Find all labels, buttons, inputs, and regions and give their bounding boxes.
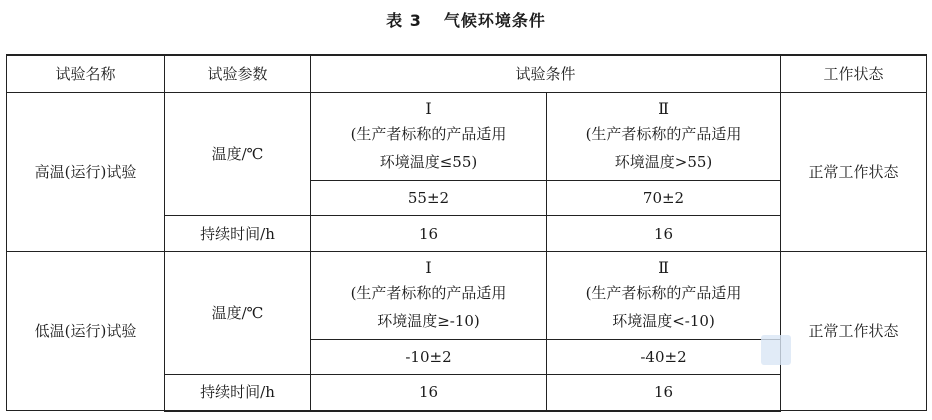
working-state: 正常工作状态 <box>781 93 927 252</box>
temperature-value: -10±2 <box>311 340 547 375</box>
test-name-high-temp: 高温(运行)试验 <box>7 93 165 252</box>
condition-level-2 <box>547 252 781 340</box>
param-temperature: 温度/℃ <box>165 93 311 216</box>
duration-value: 16 <box>547 216 781 252</box>
param-temperature: 温度/℃ <box>165 252 311 375</box>
condition-text: 环境温度≥-10) <box>377 311 480 330</box>
condition-text: (生产者标称的产品适用 <box>585 124 742 143</box>
table-title: 气候环境条件 <box>443 11 546 30</box>
table-number: 表 3 <box>386 11 422 30</box>
condition-level-1 <box>311 252 547 340</box>
header-test-condition: 试验条件 <box>311 55 781 93</box>
table-caption <box>0 8 932 31</box>
working-state: 正常工作状态 <box>781 252 927 411</box>
roman-numeral-2: Ⅱ <box>658 98 669 118</box>
header-working-state: 工作状态 <box>781 55 927 93</box>
param-duration: 持续时间/h <box>165 216 311 252</box>
duration-value: 16 <box>311 375 547 411</box>
condition-text: (生产者标称的产品适用 <box>350 283 507 302</box>
roman-numeral-2: Ⅱ <box>658 257 669 277</box>
condition-text: 环境温度<-10) <box>612 311 715 330</box>
header-test-parameter: 试验参数 <box>165 55 311 93</box>
condition-text: 环境温度>55) <box>614 152 713 171</box>
param-duration: 持续时间/h <box>165 375 311 411</box>
temperature-value: 70±2 <box>547 181 781 216</box>
duration-value: 16 <box>547 375 781 411</box>
condition-text: (生产者标称的产品适用 <box>350 124 507 143</box>
watermark-logo <box>761 335 791 365</box>
condition-level-1 <box>311 93 547 181</box>
condition-text: (生产者标称的产品适用 <box>585 283 742 302</box>
roman-numeral-1: Ⅰ <box>425 257 432 277</box>
condition-level-2 <box>547 93 781 181</box>
temperature-value: 55±2 <box>311 181 547 216</box>
condition-text: 环境温度≤55) <box>379 152 478 171</box>
test-name-low-temp: 低温(运行)试验 <box>7 252 165 411</box>
duration-value: 16 <box>311 216 547 252</box>
roman-numeral-1: Ⅰ <box>425 98 432 118</box>
temperature-value: -40±2 <box>547 340 781 375</box>
header-test-name: 试验名称 <box>7 55 165 93</box>
